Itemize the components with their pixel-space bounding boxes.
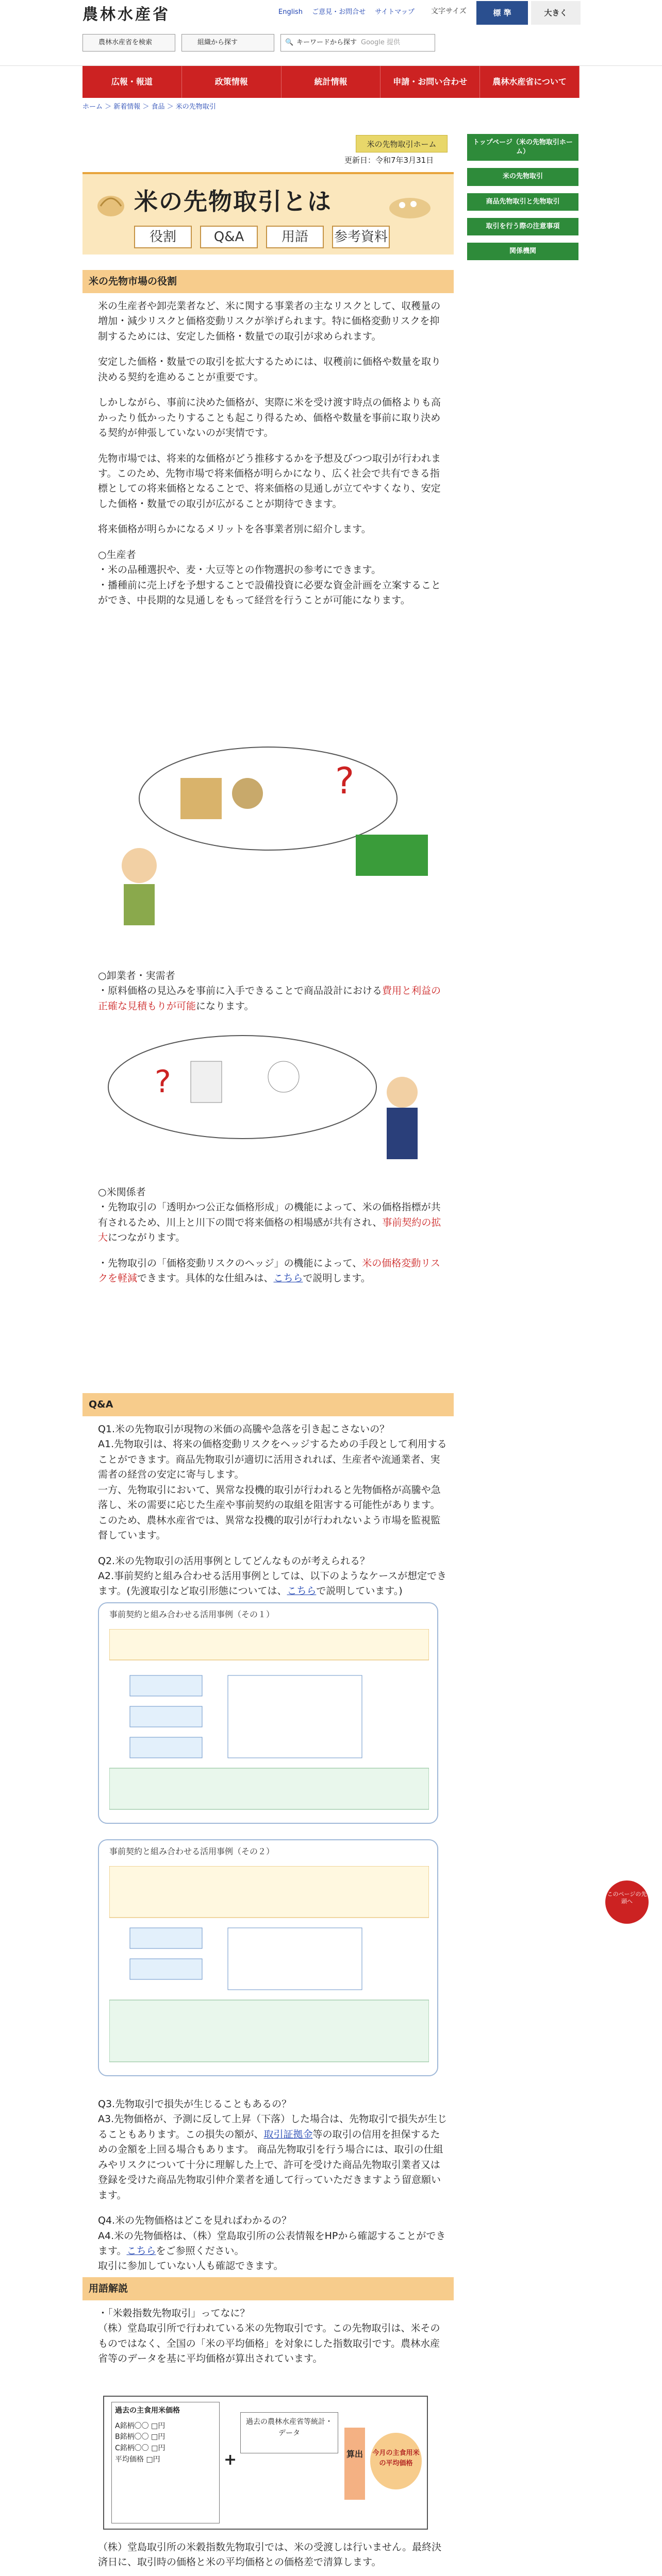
qa-text-2 — [98, 2097, 449, 2284]
answer-tail: 等の取引の信用を担保するための金額を上回る場合もあります。 商品先物取引を行う場合には、取引の仕組みやリスクについて十分に理解した上で、許可を受けた商品先物取引業者又は登録を受けた商品先物取引仲介業者を通して行っていただきますよう留意願います。 — [98, 2128, 443, 2201]
font-large-button[interactable]: 大きく — [531, 1, 581, 25]
nav-item[interactable]: 統計情報 — [282, 66, 381, 98]
term-heading: ・「米穀指数先物取引」ってなに？ — [98, 2308, 250, 2319]
search-ministry-button[interactable] — [82, 34, 175, 52]
related2-b: できます。具体的な仕組みは、 — [137, 1273, 274, 1284]
paragraph: 安定した価格・数量での取引を拡大するためには、収穫前に価格や数量を取り決める契約を進めることが重要です。 — [98, 356, 441, 383]
dealer-text-b: になります。 — [196, 1000, 254, 1012]
question: Q2.米の先物取引の活用事例としてどんなものが考えられる？ — [98, 1555, 370, 1567]
answer: A2.事前契約と組み合わせる活用事例としては、以下のようなケースが想定できます。(先渡取引など取引形態については、 — [98, 1570, 447, 1597]
price-row: 平均価格 □円 — [115, 2455, 160, 2464]
related2-a: ・先物取引の「価格変動リスクのヘッジ」の機能によって、 — [98, 1257, 362, 1269]
futures-home-button[interactable]: 米の先物取引ホーム — [356, 135, 448, 152]
top-links — [278, 7, 422, 18]
a4-link[interactable]: こちら — [126, 2245, 156, 2257]
related2-highlight: 米の価格変動リスクを軽減 — [98, 1257, 440, 1284]
updated-date: 更新日：令和7年3月31日 — [344, 156, 434, 165]
producer-text: ○生産者 ・米の品種選択や、麦・大豆等との作物選択の参考にできます。 ・播種前に売上げを予想することで設備投資に必要な資金計画を立案することができ、中長期的な見通しをもって経営を行うことが可能になります。 — [98, 549, 441, 606]
case2-diagram — [109, 1866, 429, 2067]
producer-illustration — [98, 732, 438, 927]
tab-role[interactable]: 役割 — [134, 226, 192, 248]
nav-item[interactable]: 政策情報 — [182, 66, 282, 98]
current-price-circle: 今月の主食用米の平均価格 — [370, 2433, 422, 2489]
site-logo[interactable]: 農林水産省 — [82, 6, 170, 24]
price-row: A銘柄〇〇 □円 — [115, 2421, 166, 2430]
keyword-search-input[interactable] — [280, 34, 435, 52]
related-heading: ○米関係者 — [98, 1187, 146, 1198]
section-heading-qa: Q&A — [82, 1393, 454, 1416]
price-row: C銘柄〇〇 □円 — [115, 2444, 166, 2453]
terms-text — [98, 2306, 449, 2377]
paragraph: 将来価格が明らかになるメリットを各事業者別に紹介します。 — [98, 523, 371, 535]
section-heading-terms: 用語解説 — [82, 2277, 454, 2300]
svg-text:?: ? — [155, 1064, 171, 1100]
sidebar-item[interactable]: 米の先物取引 — [467, 168, 578, 185]
paragraph: しかしながら、事前に決めた価格が、実際に米を受け渡す時点の価格よりも高かったり低かったりすることも起こり得るため、価格や数量を事前に取り決める契約が伸張していないのが実情です。 — [98, 397, 441, 439]
banner-tabs — [134, 226, 390, 248]
tab-qa[interactable]: Q&A — [200, 226, 258, 248]
search-org-label: 組織から探す — [197, 39, 238, 46]
back-to-top-button[interactable] — [605, 1880, 649, 1924]
feedback-link[interactable]: ご意見・お問合せ — [312, 8, 366, 16]
terms-text-2 — [98, 2540, 449, 2576]
breadcrumb[interactable]: ホーム ＞ 新着情報 ＞ 食品 ＞ 米の先物取引 — [82, 103, 216, 111]
english-link[interactable]: English — [278, 8, 303, 16]
dealer-illustration — [98, 1030, 438, 1164]
paragraph: 先物市場では、将来的な価格がどう推移するかを予想及びつつ取引が行われます。このため、先物市場で将来価格が明らかになり、広く社会で共有できる指標としての将来価格となることで、将来価格の見通しが立てやすくなり、安定した価格・数量での取引が広がることが期待できます。 — [98, 452, 441, 510]
dealer-heading: ○卸業者・実需者 — [98, 970, 175, 981]
answer-tail: で説明しています。) — [316, 1585, 403, 1597]
sidebar-item[interactable]: 取引を行う際の注意事項 — [467, 218, 578, 235]
case2-title: 事前契約と組み合わせる活用事例（その２） — [109, 1846, 275, 1856]
rice-icon — [93, 185, 129, 222]
related2-c: で説明します。 — [303, 1273, 371, 1284]
sidebar-item[interactable]: 商品先物取引と先物取引 — [467, 193, 578, 211]
related1-highlight: 事前契約の拡大 — [98, 1216, 441, 1244]
global-nav — [82, 66, 580, 98]
related1-a: ・先物取引の「透明かつ公正な価格形成」の機能によって、米の価格指標が共有されるため、川上と川下の間で将来価格の相場感が共有され、 — [98, 1201, 441, 1228]
past-price-box — [111, 2402, 220, 2523]
back-to-top-label: このページの先頭へ — [607, 1891, 647, 1905]
answer: A4.米の先物価格は、（株）堂島取引所の公表情報をHPから確認することができます。 — [98, 2230, 446, 2257]
stats-data-box: 過去の農林水産省等統計・データ — [240, 2412, 338, 2453]
grain-bag-icon — [387, 190, 433, 221]
case1-figure — [98, 1602, 438, 1824]
answer: A3.先物価格が、予測に反して上昇（下落）した場合は、先物取引で損失が生じることもあります。この損失の額が、 — [98, 2113, 448, 2140]
index-figure — [103, 2396, 428, 2530]
page-banner — [82, 172, 454, 255]
search-icon: 🔍 — [285, 39, 294, 46]
svg-text:?: ? — [335, 760, 355, 802]
plus-icon: + — [224, 2451, 237, 2469]
question: Q1.米の先物取引が現物の米価の高騰や急落を引き起こさないの？ — [98, 1423, 390, 1435]
case2-figure — [98, 1839, 438, 2076]
margin-link[interactable]: 取引証拠金 — [263, 2128, 313, 2140]
dealer-text — [98, 969, 449, 1024]
tab-terms[interactable]: 用語 — [266, 226, 324, 248]
font-standard-button[interactable]: 標 準 — [476, 1, 528, 25]
page-title: 米の先物取引とは — [134, 188, 332, 215]
role-text — [98, 299, 449, 618]
related1-b: につながります。 — [108, 1232, 186, 1244]
question: Q3.先物取引で損失が生じることもあるの？ — [98, 2098, 292, 2110]
dealer-highlight: 費用と利益の正確な見積もりが可能 — [98, 985, 441, 1012]
case1-diagram — [109, 1629, 429, 1815]
site-header — [0, 0, 662, 66]
term-body: （株）堂島取引所で行われている米の先物取引です。この先物取引は、米そのものではなく、全国の「米の平均価格」を対象にした指数取引です。農林水産省等のデータを基に平均価格が算出されています。 — [98, 2323, 440, 2365]
nav-item[interactable]: 広報・報道 — [82, 66, 182, 98]
paragraph: 米の生産者や卸売業者など、米に関する事業者の主なリスクとして、収穫量の増加・減少リスクと価格変動リスクが挙げられます。特に価格変動リスクを抑制するためには、安定した価格・数量での取引が求められます。 — [98, 300, 441, 342]
search-ministry-label: 農林水産省を検索 — [98, 39, 153, 46]
sidebar-item[interactable]: 関係機関 — [467, 243, 578, 260]
case1-title: 事前契約と組み合わせる活用事例（その１） — [109, 1609, 275, 1619]
keyword-search-label: キーワードから探す — [296, 39, 357, 46]
price-row: B銘柄〇〇 □円 — [115, 2433, 166, 2442]
question: Q4.米の先物価格はどこを見ればわかるの？ — [98, 2215, 292, 2227]
font-size-label: 文字サイズ — [431, 7, 467, 15]
search-placeholder: Google 提供 — [361, 39, 400, 46]
dealer-text-a: ・原料価格の見込みを事前に入手できることで商品設計における — [98, 985, 383, 997]
answer: A1.先物取引は、将来の価格変動リスクをヘッジするための手段として利用することができます。商品先物取引が適切に活用されれば、生産者や流通業者、実需者の経営の安定に寄与します。 一方、先物取引において、異常な投機的取引が行われると先物価格が高騰や急落し、米の需要に応じた生産や事前契約の取組を阻害する可能性があります。このため、農林水産省では、異常な投機的取引が行われないよう市場を監視監督しています。 — [98, 1438, 447, 1541]
related-text — [98, 1185, 449, 1297]
sidebar-item[interactable]: トップページ（米の先物取引ホーム） — [467, 134, 578, 161]
past-price-title: 過去の主食用米価格 — [115, 2406, 180, 2415]
a2-link[interactable]: こちら — [287, 1585, 317, 1597]
section-heading-role: 米の先物市場の役割 — [82, 270, 454, 293]
nav-item[interactable]: 申請・お問い合わせ — [380, 66, 480, 98]
nav-item[interactable]: 農林水産省について — [480, 66, 580, 98]
term-note: （株）堂島取引所の米穀指数先物取引では、米の受渡しは行いません。最終決済日に、取引時の価格と米の平均価格との価格差で清算します。 — [98, 2541, 442, 2568]
sitemap-link[interactable]: サイトマップ — [375, 8, 415, 16]
calc-arrow: 算出 — [344, 2428, 365, 2500]
tab-references[interactable]: 参考資料 — [332, 226, 390, 248]
sidebar — [467, 134, 578, 267]
related2-link[interactable]: こちら — [273, 1273, 303, 1284]
answer-tail: をご参照ください。 取引に参加していない人も確認できます。 — [98, 2245, 284, 2272]
qa-text — [98, 1422, 449, 1609]
search-org-button[interactable] — [181, 34, 274, 52]
